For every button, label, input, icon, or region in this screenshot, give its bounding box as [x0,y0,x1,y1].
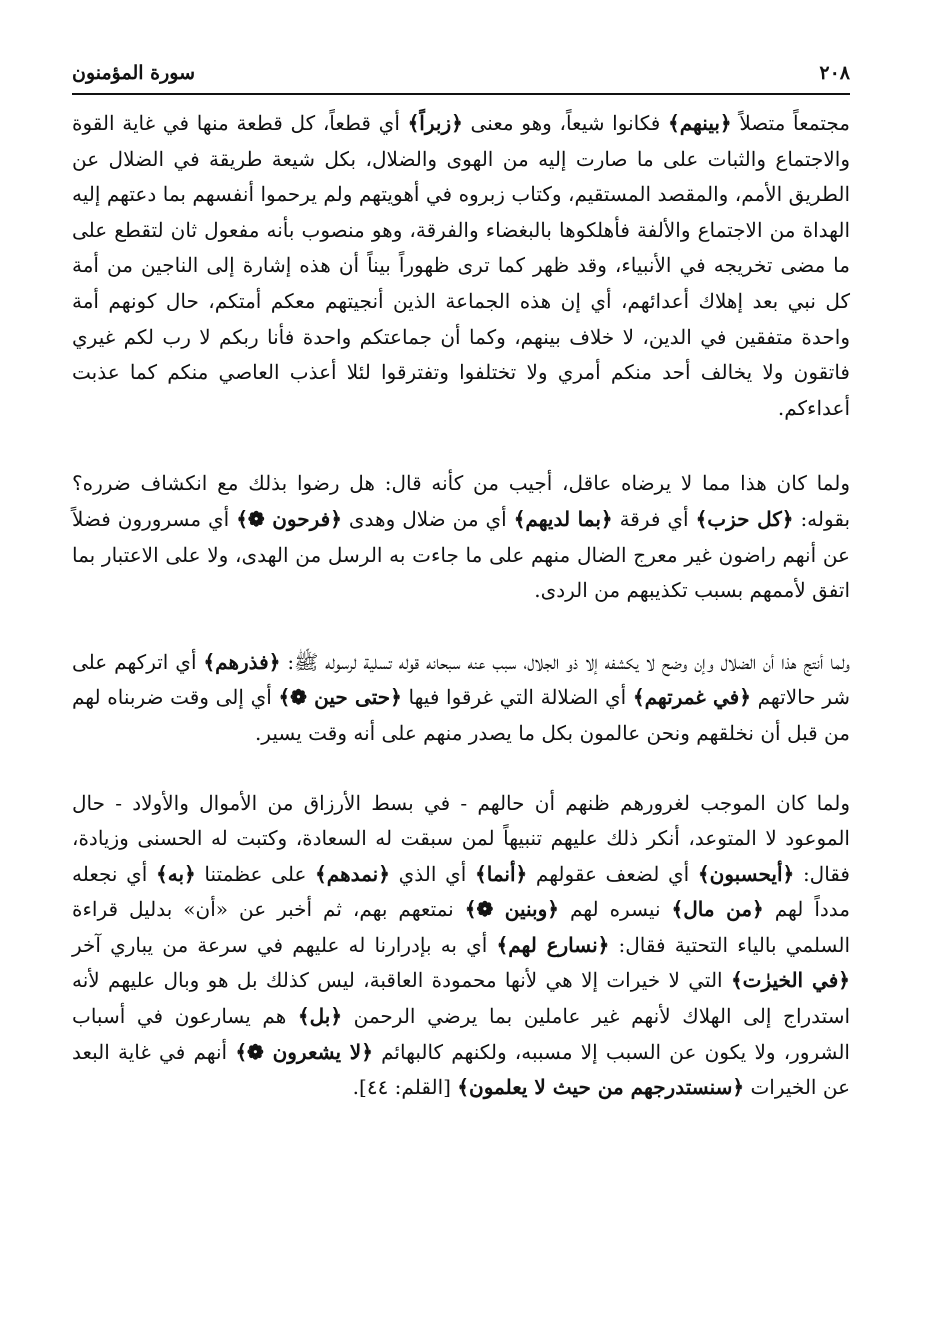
commentary-text: أي من ضلال وهدى [341,506,514,531]
quran-quote: ﴿كل حزب﴾ [695,506,794,531]
commentary-text: ولما كان الموجب لغرورهم ظنهم أن حالهم - في بسط الأرزاق من الأموال والأولاد - حال الموعود لا المتوعد، أنكر ذلك عليهم تنبيهاً لمن سبقت له السعادة، وكتبت له الحسنى وزيادة، فقال: [72,790,850,886]
commentary-text: أي مسرورون فضلاً عن أنهم راضون غير معرج الضال منهم على ما جاءت به الرسل من الهدى، ولا على الاعتبار بما اتفق لأممهم بسبب تكذيبهم من الردى. [72,506,850,603]
commentary-text: نمتعهم بهم، ثم أخبر عن «أن» بدليل قراءة السلمي بالياء التحتية فقال: [72,897,850,957]
quran-quote: ﴿بل﴾ [297,1004,343,1029]
quran-quote: ﴿وبنين ❁﴾ [464,897,560,922]
page-number: ٢٠٨ [819,62,850,84]
quran-quote: ﴿حتى حين ❁﴾ [278,685,402,710]
commentary-text: أي الضلالة التي غرقوا فيها [401,685,633,710]
commentary-text: هم يسارعون في أسباب الشرور، ولا يكون عن السبب إلا مسببه، ولكنهم كالبهائم [72,1004,850,1064]
paragraph [72,645,850,752]
commentary-text: أي الذي [389,861,475,886]
quran-quote: ﴿في الخيرٰت﴾ [730,968,851,993]
commentary-text: أي إلى وقت ضربناه لهم من قبل أن نخلقهم ونحن عالمون بكل ما يصدر منهم على أنه وقت يسير. [72,685,850,745]
surah-title: سورة المؤمنون [72,62,196,84]
page-body [72,106,850,1106]
commentary-text: ولما أنتج هذا أن الضلال وإن وضح لا يكشفه إلا ذو الجلال، سبب عنه سبحانه قوله تسلية لرسوله ﷺ: [280,649,850,674]
header-divider [72,93,850,95]
commentary-text: التي لا خيرات إلا هي لأنها محمودة العاقبة، ليس كذلك بل هو وبال عليهم لأنه استدراج إلى الهلاك لأنهم غير عاملين بما يرضي الرحمن [72,968,851,1029]
quran-quote: ﴿نسارع لهم﴾ [496,932,610,957]
paragraph [72,466,850,608]
commentary-text: ولما كان هذا مما لا يرضاه عاقل، أجيب من كأنه قال: هل رضوا بذلك مع انكشاف ضرره؟ بقوله: [72,471,851,531]
page-header [72,60,850,94]
commentary-text: فكانوا شيعاً، وهو معنى [462,111,669,135]
commentary-text: أي اتركهم على شر حالاتهم [72,649,850,710]
quran-quote: ﴿أنما﴾ [475,861,528,886]
commentary-text: [القلم: ٤٤]. [352,1075,458,1100]
paragraph [72,106,850,426]
quran-quote: ﴿زبراً﴾ [407,111,463,135]
quran-quote: ﴿أيحسبون﴾ [697,861,795,886]
commentary-text: أي قطعاً، كل قطعة منها في غاية القوة والاجتماع والثبات على ما صارت إليه من الهوى والضلال، بكل شيعة طريقة في الضلال عن الطريق الأمم، والمقصد المستقيم، وكتاب زبروه في أهويتهم ولم يرحموا أنفسهم بما دعتهم إليه الهداة من الاجتماع والألفة فأهلكوها بالبغضاء والفرقة، وهو منصوب بأنه مفعول ثان لتقطع على ما مضى تخريجه في الأنبياء، وقد ظهر كما ترى ظهوراً بيناً أن هذه إشارة إلى الناجين من أمة كل نبي بعد إهلاك أعدائهم، أي إن هذه الجماعة الذين أنجيتهم معكم أمتكم، حال كونهم أمة واحدة متفقين في الدين، لا خلاف بينهم، وكما أن جماعتكم واحدة فأنا ربكم لا رب لكم غيري فاتقون ولا يخالف أحد منكم أمري ولا تختلفوا وتفترقوا لئلا أعذب العاصي منكم كما عذبت أعداءكم. [72,111,851,420]
commentary-text: أي لضعف عقولهم [527,861,698,886]
commentary-text: على عظمتنا [195,861,316,886]
commentary-text: نيسره لهم [559,897,672,922]
quran-quote: ﴿به﴾ [156,861,196,886]
commentary-text: أي به بإدرارنا له عليهم في سرعة من يباري آخر [72,932,497,957]
quran-quote: ﴿سنستدرجهم من حيث لا يعلمون﴾ [457,1075,745,1100]
quran-quote: ﴿بينهم﴾ [668,111,732,135]
commentary-text: أي نجعله مدداً لهم [72,861,850,922]
quran-quote: ﴿في غمرتهم﴾ [632,685,751,710]
commentary-text: أنهم في غاية البعد عن الخيرات [72,1039,850,1100]
quran-quote: ﴿من مال﴾ [671,897,764,922]
paragraph [72,786,850,1106]
quran-quote: ﴿فذرهم﴾ [203,649,281,674]
commentary-text: أي فرقة [612,506,696,531]
commentary-text: مجتمعاً متصلاً [731,111,850,135]
quran-quote: ﴿فرحون ❁﴾ [236,506,342,531]
quran-quote: ﴿نمدهم﴾ [315,861,390,886]
quran-quote: ﴿لا يشعرون ❁﴾ [235,1039,373,1064]
quran-quote: ﴿بما لديهم﴾ [513,506,613,531]
